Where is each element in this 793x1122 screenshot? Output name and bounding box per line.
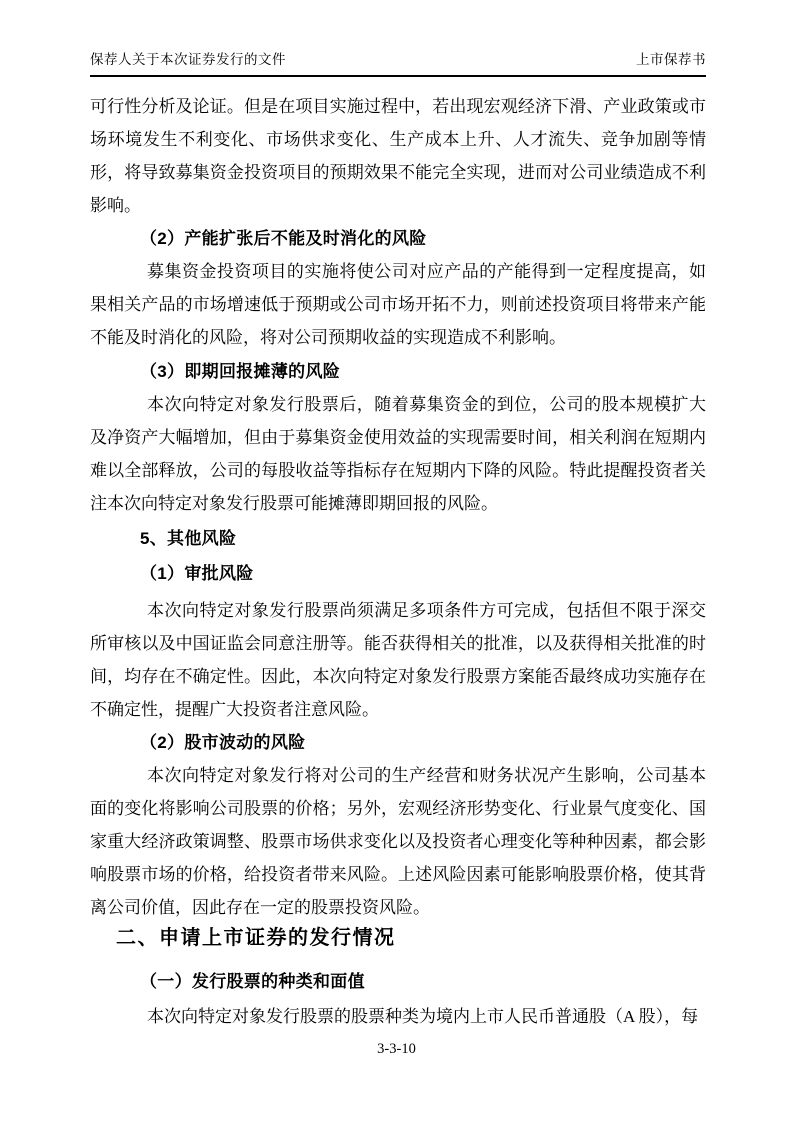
paragraph-return-dilution-risk: 本次向特定对象发行股票后，随着募集资金的到位，公司的股本规模扩大及净资产大幅增加，但由于募集资金使用效益的实现需要时间，相关利润在短期内难以全部释放，公司的每股收益等指标存在短期内下降的风险。特此提醒投资者关注本次向特定对象发行股票可能摊薄即期回报的风险。 — [90, 395, 706, 513]
paragraph-feasibility-continuation: 可行性分析及论证。但是在项目实施过程中，若出现宏观经济下滑、产业政策或市场环境发生不利变化、市场供求变化、生产成本上升、人才流失、竞争加剧等情形，将导致募集资金投资项目的预期效果不能完全实现，进而对公司业绩造成不利影响。 — [90, 97, 706, 215]
heading-section-2-issuance: 二、申请上市证券的发行情况 — [116, 927, 396, 949]
heading-return-dilution-risk: （3）即期回报摊薄的风险 — [140, 362, 341, 381]
paragraph-approval-risk: 本次向特定对象发行股票尚须满足多项条件方可完成，包括但不限于深交所审核以及中国证监会同意注册等。能否获得相关的批准，以及获得相关批准的时间，均存在不确定性。因此，本次向特定对象发行股票方案能否最终成功实施存在不确定性，提醒广大投资者注意风险。 — [90, 601, 706, 719]
page-number: 3-3-10 — [377, 1041, 416, 1057]
heading-approval-risk: （1）审批风险 — [140, 564, 254, 583]
running-header — [90, 50, 706, 77]
paragraph-share-type-par-value: 本次向特定对象发行股票的股票种类为境内上市人民币普通股（A 股），每 — [147, 1007, 699, 1026]
running-header-right-title: 上市保荐书 — [636, 52, 706, 67]
heading-other-risks: 5、其他风险 — [140, 529, 237, 548]
heading-capacity-risk: （2）产能扩张后不能及时消化的风险 — [140, 229, 427, 248]
paragraph-capacity-risk: 募集资金投资项目的实施将使公司对应产品的产能得到一定程度提高，如果相关产品的市场增速低于预期或公司市场开拓不力，则前述投资项目将带来产能不能及时消化的风险，将对公司预期收益的实现造成不利影响。 — [90, 262, 706, 347]
heading-share-type-par-value: （一）发行股票的种类和面值 — [140, 972, 365, 991]
heading-stock-market-risk: （2）股市波动的风险 — [140, 733, 306, 752]
paragraph-stock-market-risk: 本次向特定对象发行将对公司的生产经营和财务状况产生影响，公司基本面的变化将影响公司股票的价格；另外，宏观经济形势变化、行业景气度变化、国家重大经济政策调整、股票市场供求变化以及投资者心理变化等种种因素，都会影响股票市场的价格，给投资者带来风险。上述风险因素可能影响股票价格，使其背离公司价值，因此存在一定的股票投资风险。 — [90, 766, 706, 917]
page-footer — [0, 1039, 793, 1059]
document-body — [90, 90, 706, 1033]
running-header-left-title: 保荐人关于本次证券发行的文件 — [90, 52, 286, 67]
